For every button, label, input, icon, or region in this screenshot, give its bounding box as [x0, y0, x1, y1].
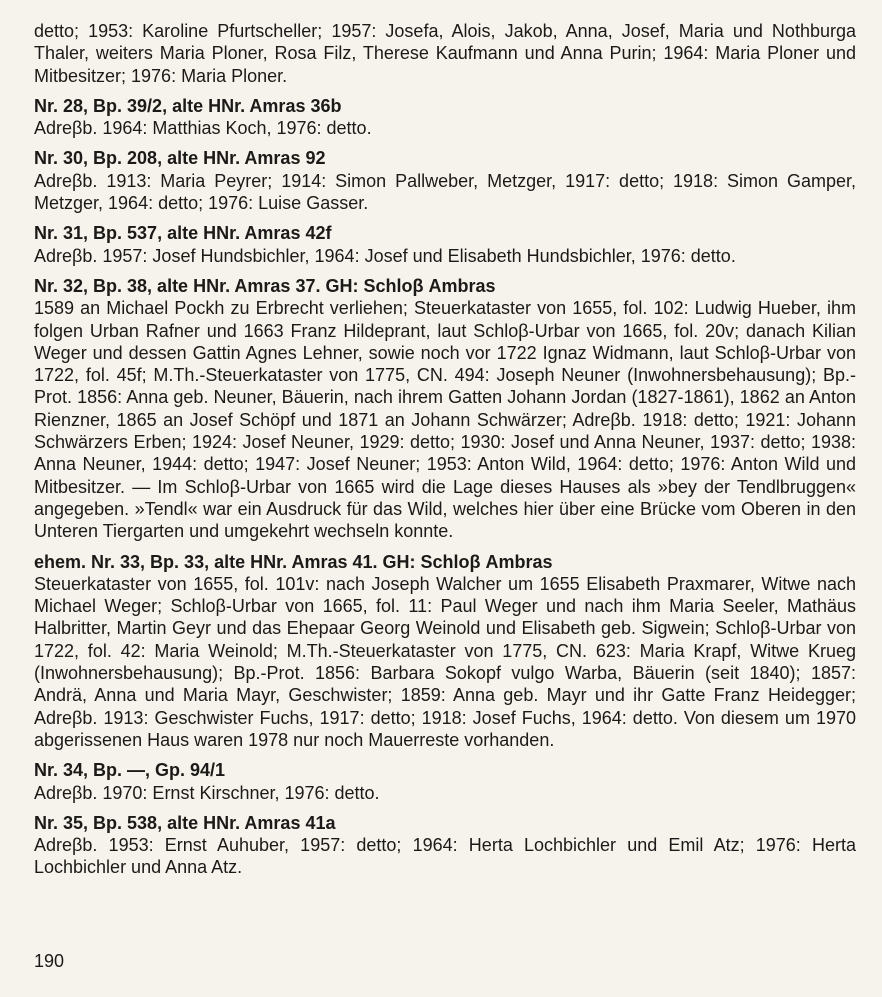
entry-nr-33 — [34, 551, 856, 752]
entry-heading: Nr. 35, Bp. 538, alte HNr. Amras 41a — [34, 812, 336, 833]
entry-nr-30 — [34, 147, 856, 214]
entry-nr-34 — [34, 759, 856, 804]
document-page — [34, 20, 856, 887]
entry-heading: Nr. 32, Bp. 38, alte HNr. Amras 37. GH: Schloβ Ambras — [34, 275, 496, 296]
entry-text: Adreβb. 1953: Ernst Auhuber, 1957: detto; 1964: Herta Lochbichler und Emil Atz; 1976: Herta Lochbichler und Anna Atz. — [34, 835, 856, 878]
entry-heading: Nr. 31, Bp. 537, alte HNr. Amras 42f — [34, 223, 332, 244]
entry-heading: Nr. 34, Bp. —, Gp. 94/1 — [34, 760, 226, 781]
entry-heading: ehem. Nr. 33, Bp. 33, alte HNr. Amras 41. GH: Schloβ Ambras — [34, 551, 553, 572]
entry-text: 1589 an Michael Pockh zu Erbrecht verliehen; Steuerkataster von 1655, fol. 102: Ludwig Hueber, ihm folgen Urban Rafner und 1663 Franz Hildeprant, laut Schloβ-Urbar von 1665, fol. 20v; danach Kilian Weger und dessen Gattin Agnes Lehner, sowie noch vor 1722 Ignaz Widmann, laut Schloβ-Urbar von 1722, fol. 45f; M.Th.-Steuerkataster von 1775, CN. 494: Joseph Neuner (Inwohnersbehausung); Bp.-Prot. 1856: Anna geb. Neuner, Bäuerin, nach ihrem Gatten Johann Jordan (1827-1861), 1862 an Anton Rienzner, 1865 an Josef Schöpf und 1871 an Johann Schwärzer; Adreβb. 1918: detto; 1921: Johann Schwärzers Erben; 1924: Josef Neuner, 1929: detto; 1930: Josef und Anna Neuner, 1937: detto; 1938: Anna Neuner, 1944: detto; 1947: Josef Neuner; 1953: Anton Wild, 1964: detto; 1976: Anton Wild und Mitbesitzer. — Im Schloβ-Urbar von 1665 wird die Lage dieses Hauses als »bey der Tendlbruggen« angegeben. »Tendl« war ein Ausdruck für das Wild, welches hier über eine Brücke vom Oberen in den Unteren Tiergarten und umgekehrt wechseln konnte. — [34, 298, 856, 542]
entry-text: Adreβb. 1913: Maria Peyrer; 1914: Simon Pallweber, Metzger, 1917: detto; 1918: Simon Gamper, Metzger, 1964: detto; 1976: Luise Gasser. — [34, 170, 856, 214]
page-number: 190 — [34, 951, 65, 971]
continuation-entry — [34, 20, 856, 87]
entry-nr-35 — [34, 812, 856, 879]
entry-heading: Nr. 30, Bp. 208, alte HNr. Amras 92 — [34, 148, 326, 169]
entry-text: Adreβb. 1964: Matthias Koch, 1976: detto. — [34, 118, 372, 139]
entry-text: Steuerkataster von 1655, fol. 101v: nach Joseph Walcher um 1655 Elisabeth Praxmarer, Witwe nach Michael Weger; Schloβ-Urbar von 1665, fol. 11: Paul Weger und nach ihm Maria Seeler, Mathäus Halbritter, Martin Geyr und das Ehepaar Georg Weinold und Elisabeth geb. Sigwein; Schloβ-Urbar von 1722, fol. 42: Maria Weinold; M.Th.-Steuerkataster von 1775, CN. 623: Maria Krapf, Witwe Krueg (Inwohnersbehausung); Bp.-Prot. 1856: Barbara Sokopf vulgo Warba, Bäuerin (seit 1840); 1857: Andrä, Anna und Maria Mayr, Geschwister; 1859: Anna geb. Mayr und ihr Gatte Franz Heidegger; Adreβb. 1913: Geschwister Fuchs, 1917: detto; 1918: Josef Fuchs, 1964: detto. Von diesem um 1970 abgerissenen Haus waren 1978 nur noch Mauerreste vorhanden. — [34, 573, 856, 750]
entry-text: Adreβb. 1970: Ernst Kirschner, 1976: detto. — [34, 782, 380, 803]
entry-nr-32 — [34, 275, 856, 543]
entry-nr-28 — [34, 95, 856, 140]
entry-nr-31 — [34, 222, 856, 267]
continuation-text: detto; 1953: Karoline Pfurtscheller; 1957: Josefa, Alois, Jakob, Anna, Josef, Maria und Nothburga Thaler, weiters Maria Ploner, Rosa Filz, Therese Kaufmann und Anna Purin; 1964: Maria Ploner und Mitbesitzer; 1976: Maria Ploner. — [34, 21, 856, 86]
entry-text: Adreβb. 1957: Josef Hundsbichler, 1964: Josef und Elisabeth Hundsbichler, 1976: detto. — [34, 245, 736, 266]
entry-heading: Nr. 28, Bp. 39/2, alte HNr. Amras 36b — [34, 95, 342, 116]
